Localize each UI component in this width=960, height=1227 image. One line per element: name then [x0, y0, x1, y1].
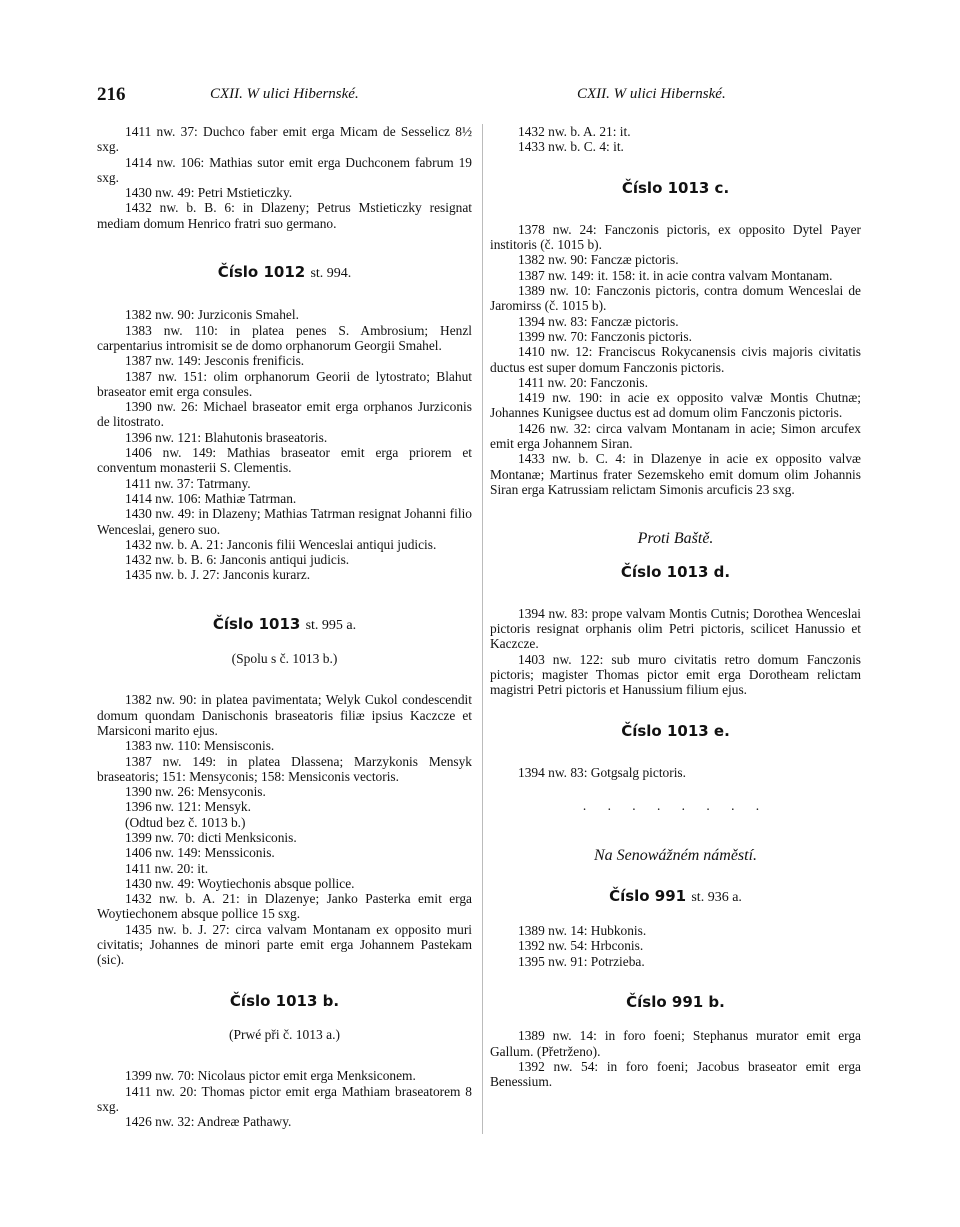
entry-line: 1389 nw. 10: Fanczonis pictoris, contra domum Wenceslai de Jaromirss (č. 1015 b).	[490, 283, 861, 314]
entries-991b	[490, 1028, 861, 1089]
entry-line: 1432 nw. b. B. 6: Janconis antiqui judicis.	[125, 552, 350, 568]
entry-line: 1382 nw. 90: in platea pavimentata; Welyk Cukol condescendit domum quondam Danischonis braseatoris filiæ ipsius Kaczcze et Marsiconi marito ejus.	[97, 692, 472, 738]
entry-line: 1387 nw. 149: in platea Dlassena; Marzykonis Mensyk braseatoris; 151: Mensyconis; 158: Mensiconis vectoris.	[97, 753, 472, 784]
entry-line: 1430 nw. 49: in Dlazeny; Mathias Tatrman resignat Johanni filio Wenceslai, genero suo.	[97, 506, 472, 537]
running-title-left: CXII. W ulici Hibernské.	[210, 86, 359, 102]
entry-line: 1396 nw. 121: Mensyk.	[125, 799, 251, 815]
place-heading-senowazne: Na Senowážném náměstí.	[593, 846, 758, 864]
entry-line: 1383 nw. 110: Mensisconis.	[125, 738, 275, 754]
entry-line: 1396 nw. 121: Blahutonis braseatoris.	[125, 429, 328, 445]
entry-line: 1432 nw. b. A. 21: it.	[518, 124, 631, 139]
left-column	[97, 124, 472, 1129]
section-title-991a: Číslo 991 st. 936 a.	[609, 886, 742, 905]
entry-line: 1395 nw. 91: Potrzieba.	[518, 953, 645, 969]
entry-line: 1389 nw. 14: Hubkonis.	[518, 923, 647, 939]
entry-line: 1414 nw. 106: Mathias sutor emit erga Duchconem fabrum 19 sxg.	[97, 154, 472, 185]
section-title-991b: Číslo 991 b.	[626, 992, 725, 1011]
column-divider	[482, 124, 483, 1134]
entry-line: 1378 nw. 24: Fanczonis pictoris, ex opposito Dytel Payer institoris (č. 1015 b).	[490, 221, 861, 253]
entry-line: 1394 nw. 83: Gotgsalg pictoris.	[518, 764, 686, 780]
entry-line: 1383 nw. 110: in platea penes S. Ambrosium; Henzl carpentarius intromisit se de domo orphanorum Georgii Smahel.	[97, 322, 472, 353]
entry-line: 1432 nw. b. B. 6: in Dlazeny; Petrus Mstieticzky resignat mediam domum Henrico fratri suo germano.	[97, 200, 472, 231]
page-header	[0, 84, 960, 108]
entry-line: 1419 nw. 190: in acie ex opposito valvæ Montis Chutnæ; Johannes Kunigsee ductus est ad domum olim Fanczonis pictoris.	[490, 390, 861, 421]
entry-line: 1403 nw. 122: sub muro civitatis retro domum Fanczonis pictoris; magister Thomas pictor emit erga Dorotheam relictam magistri Petri pictoris et Hanussium filium ejus.	[490, 651, 861, 698]
entry-line: 1387 nw. 149: it. 158: it. in acie contra valvam Montanam.	[518, 267, 833, 283]
section-title-1013c: Číslo 1013 c.	[621, 178, 730, 197]
entry-line: 1411 nw. 20: Thomas pictor emit erga Mathiam braseatorem 8 sxg.	[97, 1083, 472, 1114]
entry-line: 1390 nw. 26: Mensyconis.	[125, 784, 266, 800]
section-title-1012: Číslo 1012 st. 994.	[217, 263, 352, 282]
section-title-1013d: Číslo 1013 d.	[620, 562, 731, 581]
ellipsis-separator: . . . . . . . .	[582, 798, 769, 814]
entries-1013c	[490, 222, 861, 497]
section-title-1013a: Číslo 1013 st. 995 a.	[212, 614, 357, 633]
section-note-1013a: (Spolu s č. 1013 b.)	[231, 651, 338, 667]
entries-1013e	[490, 765, 861, 780]
entry-line: 1382 nw. 90: Fanczæ pictoris.	[518, 252, 679, 268]
section-note-1013b: (Prwé při č. 1013 a.)	[229, 1026, 340, 1042]
entry-line: 1392 nw. 54: in foro foeni; Jacobus braseator emit erga Benessium.	[490, 1058, 861, 1090]
section-title-1013b: Číslo 1013 b.	[229, 991, 340, 1010]
entry-line: 1394 nw. 83: Fanczæ pictoris.	[518, 313, 679, 329]
entry-line: 1387 nw. 149: Jesconis frenificis.	[125, 353, 305, 369]
entry-line: 1426 nw. 32: circa valvam Montanam in acie; Simon arcufex emit erga Johannem Siran.	[490, 420, 861, 452]
entry-line: 1411 nw. 37: Duchco faber emit erga Micam de Sesselicz 8½ sxg.	[97, 124, 472, 155]
entry-line: 1389 nw. 14: in foro foeni; Stephanus murator emit erga Gallum. (Přetrženo).	[490, 1028, 861, 1059]
place-heading-proti-baste: Proti Baště.	[637, 530, 714, 548]
entries-1013a	[97, 692, 472, 967]
entry-line: 1382 nw. 90: Jurziconis Smahel.	[125, 307, 299, 323]
entry-line: 1390 nw. 26: Michael braseator emit erga orphanos Jurziconis de litostrato.	[97, 399, 472, 430]
entry-line: 1430 nw. 49: Woytiechonis absque pollice.	[125, 875, 355, 891]
right-column	[490, 124, 861, 1089]
entry-line: 1435 nw. b. J. 27: Janconis kurarz.	[125, 567, 311, 583]
entry-line: 1399 nw. 70: Nicolaus pictor emit erga Menksiconem.	[125, 1068, 416, 1084]
entry-line: 1432 nw. b. A. 21: Janconis filii Wenceslai antiqui judicis.	[125, 536, 437, 552]
entry-line: 1430 nw. 49: Petri Mstieticzky.	[125, 185, 293, 201]
entry-line: 1433 nw. b. C. 4: it.	[518, 139, 624, 155]
entry-line: 1435 nw. b. J. 27: circa valvam Montanam ex opposito muri civitatis; Johannes de minori parte emit erga Johannem Pastekam (sic).	[97, 921, 472, 968]
entry-line: 1432 nw. b. A. 21: in Dlazenye; Janko Pasterka emit erga Woytiechonem absque pollice 15 sxg.	[97, 891, 472, 922]
entry-line: 1426 nw. 32: Andreæ Pathawy.	[125, 1114, 292, 1130]
entry-line: 1411 nw. 20: Fanczonis.	[518, 374, 648, 390]
entry-line: 1411 nw. 20: it.	[125, 860, 209, 876]
intro-entries	[97, 124, 472, 231]
entries-1013d	[490, 606, 861, 698]
entry-line: 1387 nw. 151: olim orphanorum Georii de lytostrato; Blahut braseator emit erga consules.	[97, 368, 472, 399]
entry-line: 1406 nw. 149: Menssiconis.	[125, 845, 275, 861]
entries-1013b	[97, 1068, 472, 1129]
entry-line: 1399 nw. 70: Fanczonis pictoris.	[518, 328, 692, 344]
entry-line: 1414 nw. 106: Mathiæ Tatrman.	[125, 490, 297, 506]
section-title-1013e: Číslo 1013 e.	[621, 721, 730, 740]
entry-line: 1433 nw. b. C. 4: in Dlazenye in acie ex opposito valvæ Montanæ; Martinus frater Sezemskeho emit domum olim Johannis Siran erga Katrussiam relictam Simonis arcuficis 23 sxg.	[490, 451, 861, 497]
entry-line: 1406 nw. 149: Mathias braseator emit erga priorem et conventum monasterii S. Clementis.	[97, 445, 472, 476]
running-title-right: CXII. W ulici Hibernské.	[577, 86, 726, 102]
entry-line: 1410 nw. 12: Franciscus Rokycanensis civis majoris civitatis ductus est super domum Fanczonis pictoris.	[490, 344, 861, 375]
entry-line: 1411 nw. 37: Tatrmany.	[125, 475, 251, 491]
entry-line: 1392 nw. 54: Hrbconis.	[518, 938, 644, 954]
entries-1012	[97, 307, 472, 582]
entry-line: 1394 nw. 83: prope valvam Montis Cutnis; Dorothea Wenceslai pictoris resignat orphanis olim Petri pictoris, scilicet Hanussio et Kaczcze.	[490, 605, 861, 652]
entry-line: 1399 nw. 70: dicti Menksiconis.	[125, 829, 297, 845]
intro-entries-right	[490, 124, 861, 155]
entry-line: (Odtud bez č. 1013 b.)	[125, 814, 246, 830]
entries-991a	[490, 923, 861, 969]
page-number: 216	[97, 84, 126, 105]
